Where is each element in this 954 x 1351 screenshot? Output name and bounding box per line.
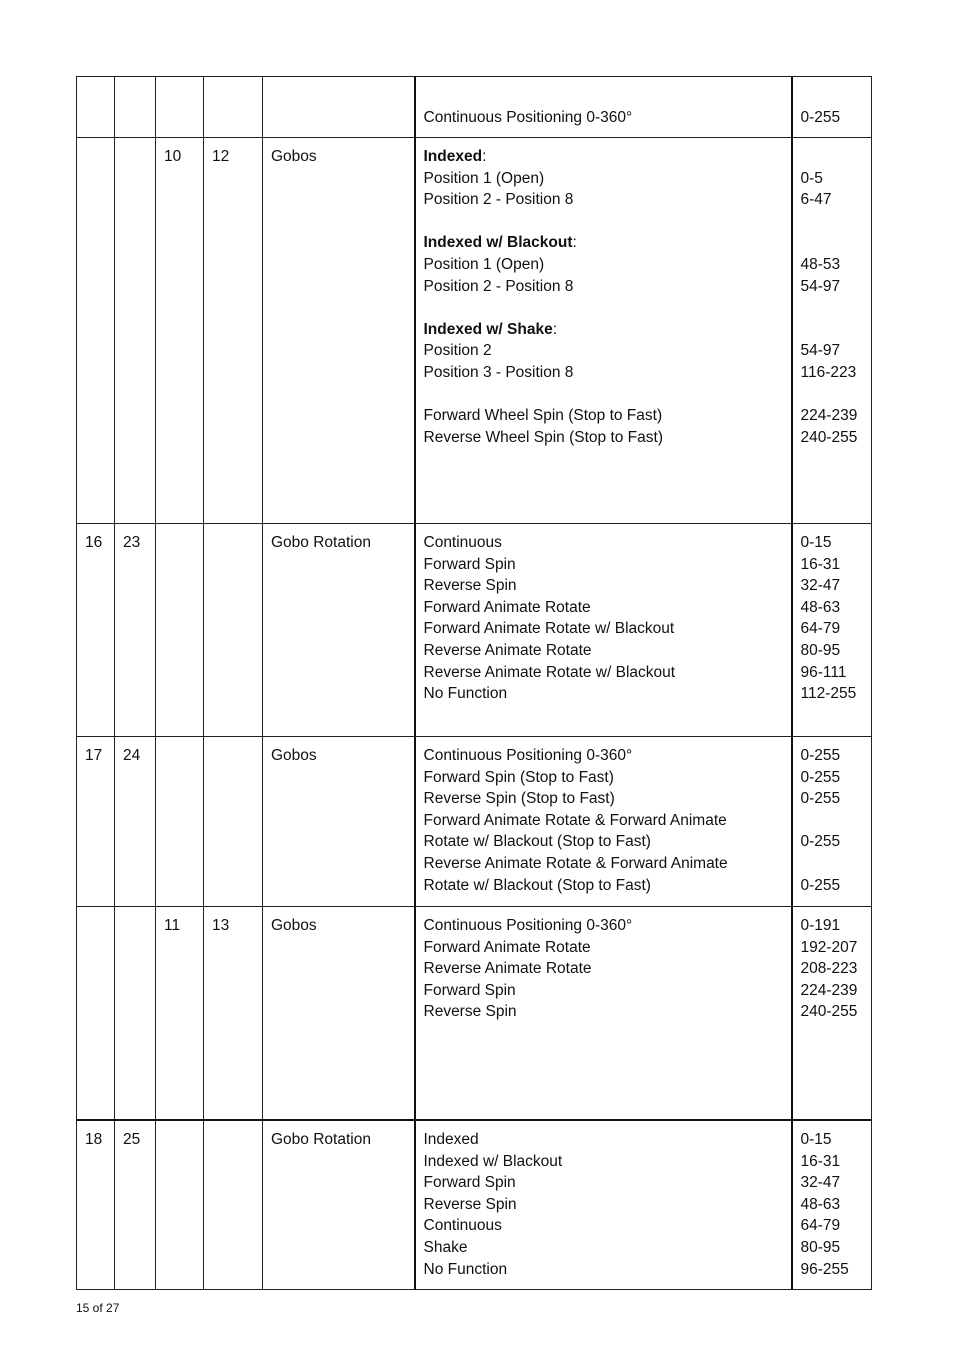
description-cell — [415, 1120, 792, 1290]
value-range: 0-191 — [800, 917, 841, 934]
value-range: 0-255 — [800, 747, 841, 764]
description-line: Rotate w/ Blackout (Stop to Fast) — [423, 876, 651, 894]
channel-cell-c2 — [115, 907, 156, 1121]
description-cell — [415, 524, 792, 737]
description-line: Continuous — [423, 1217, 502, 1235]
value-range: 240-255 — [800, 428, 858, 446]
description-line: Rotate w/ Blackout (Stop to Fast) — [423, 833, 651, 851]
table-row — [77, 524, 872, 737]
channel-cell-c1: 18 — [77, 1120, 115, 1290]
value-range: 0-5 — [800, 169, 823, 187]
description-line: Forward Spin — [423, 555, 516, 573]
group-heading: Indexed w/ Blackout: — [423, 234, 577, 252]
description-line: Forward Spin — [423, 981, 516, 999]
description-line: Position 2 - Position 8 — [423, 191, 574, 209]
value-range: 54-97 — [800, 342, 841, 360]
channel-cell-c1 — [77, 138, 115, 524]
channel-cell-c4 — [204, 737, 263, 907]
description-line: Forward Animate Rotate — [423, 598, 591, 616]
value-range: 32-47 — [800, 577, 841, 595]
channel-cell-c4 — [204, 524, 263, 737]
value-range: 224-239 — [800, 981, 858, 999]
channel-cell-c1 — [77, 907, 115, 1121]
description-line: No Function — [423, 1260, 508, 1278]
function-cell: Gobo Rotation — [263, 1120, 415, 1290]
table-row — [77, 1120, 872, 1290]
value-range: 16-31 — [800, 555, 841, 573]
description-line: Forward Animate Rotate w/ Blackout — [423, 620, 675, 638]
channel-cell-c4 — [204, 1120, 263, 1290]
value-range: 0-255 — [800, 833, 841, 851]
value-range: 0-255 — [800, 790, 841, 808]
description-cell — [415, 138, 792, 524]
description-line: Continuous Positioning 0-360° — [423, 917, 633, 934]
value-range: 6-47 — [800, 191, 832, 209]
value-range: 208-223 — [800, 960, 858, 978]
description-line: Reverse Spin — [423, 577, 517, 595]
value-range: 112-255 — [800, 685, 857, 703]
value-range: 0-15 — [800, 1131, 832, 1148]
channel-cell-c3 — [156, 524, 204, 737]
function-cell: Gobos — [263, 138, 415, 524]
description-line: Continuous Positioning 0-360° — [423, 747, 633, 764]
description-line: Position 2 - Position 8 — [423, 277, 574, 295]
table-row — [77, 77, 872, 138]
dmx-channel-table — [76, 76, 872, 1290]
description-line: Indexed w/ Blackout — [423, 1152, 563, 1170]
description-line: Forward Spin — [423, 1174, 516, 1192]
channel-cell-c1: 16 — [77, 524, 115, 737]
value-range: 0-255 — [800, 768, 841, 786]
table-row — [77, 138, 872, 524]
value-range: 64-79 — [800, 620, 841, 638]
description-line: Position 1 (Open) — [423, 255, 545, 273]
value-range: 80-95 — [800, 1238, 841, 1256]
value-range: 32-47 — [800, 1174, 841, 1192]
description-cell — [415, 77, 792, 138]
description-line: Position 3 - Position 8 — [423, 363, 574, 381]
channel-cell-c3: 10 — [156, 138, 204, 524]
channel-cell-c2: 24 — [115, 737, 156, 907]
channel-cell-c4: 13 — [204, 907, 263, 1121]
description-line: Position 1 (Open) — [423, 169, 545, 187]
function-cell: Gobos — [263, 737, 415, 907]
value-range: 48-53 — [800, 255, 841, 273]
value-range: 116-223 — [800, 363, 857, 381]
function-cell — [263, 77, 415, 138]
description-cell — [415, 737, 792, 907]
description-line: No Function — [423, 685, 508, 703]
channel-cell-c3: 11 — [156, 907, 204, 1121]
value-range: 16-31 — [800, 1152, 841, 1170]
value-range-cell — [792, 1120, 872, 1290]
channel-cell-c1: 17 — [77, 737, 115, 907]
value-range: 0-255 — [800, 876, 841, 894]
value-range: 64-79 — [800, 1217, 841, 1235]
value-range-cell — [792, 907, 872, 1121]
description-line: Reverse Animate Rotate w/ Blackout — [423, 663, 676, 681]
channel-cell-c1 — [77, 77, 115, 138]
description-line: Reverse Spin — [423, 1003, 517, 1021]
value-range: 192-207 — [800, 938, 858, 956]
description-cell — [415, 907, 792, 1121]
channel-cell-c2: 25 — [115, 1120, 156, 1290]
description-line: Reverse Spin — [423, 1195, 517, 1213]
value-range: 80-95 — [800, 641, 841, 659]
description-line: Continuous — [423, 534, 502, 551]
value-range: 48-63 — [800, 598, 841, 616]
channel-cell-c3 — [156, 1120, 204, 1290]
value-range: 0-255 — [800, 108, 841, 126]
value-range-cell — [792, 524, 872, 737]
channel-cell-c2 — [115, 138, 156, 524]
function-cell: Gobos — [263, 907, 415, 1121]
group-heading: Indexed: — [423, 148, 487, 165]
page-number: 15 of 27 — [76, 1301, 120, 1315]
value-range-cell — [792, 737, 872, 907]
function-cell: Gobo Rotation — [263, 524, 415, 737]
description-line: Position 2 — [423, 342, 492, 360]
channel-cell-c2: 23 — [115, 524, 156, 737]
group-heading: Indexed w/ Shake: — [423, 320, 558, 338]
description-line: Indexed — [423, 1131, 479, 1148]
channel-cell-c4 — [204, 77, 263, 138]
description-line: Forward Animate Rotate & Forward Animate — [423, 811, 727, 829]
table-row — [77, 737, 872, 907]
channel-cell-c2 — [115, 77, 156, 138]
description-line: Reverse Animate Rotate — [423, 960, 592, 978]
description-line: Continuous Positioning 0-360° — [423, 108, 633, 126]
description-line: Reverse Wheel Spin (Stop to Fast) — [423, 428, 663, 446]
channel-cell-c4: 12 — [204, 138, 263, 524]
description-line: Reverse Animate Rotate & Forward Animate — [423, 854, 728, 872]
value-range: 96-255 — [800, 1260, 849, 1278]
description-line: Reverse Spin (Stop to Fast) — [423, 790, 615, 808]
value-range: 54-97 — [800, 277, 841, 295]
value-range: 224-239 — [800, 407, 858, 425]
value-range: 0-15 — [800, 534, 832, 551]
channel-cell-c3 — [156, 77, 204, 138]
description-line: Reverse Animate Rotate — [423, 641, 592, 659]
value-range-cell — [792, 138, 872, 524]
value-range: 48-63 — [800, 1195, 841, 1213]
channel-cell-c3 — [156, 737, 204, 907]
description-line: Forward Animate Rotate — [423, 938, 591, 956]
value-range: 96-111 — [800, 663, 847, 681]
value-range: 240-255 — [800, 1003, 858, 1021]
value-range-cell — [792, 77, 872, 138]
description-line: Forward Spin (Stop to Fast) — [423, 768, 614, 786]
description-line: Shake — [423, 1238, 468, 1256]
description-line: Forward Wheel Spin (Stop to Fast) — [423, 407, 663, 425]
table-row — [77, 907, 872, 1121]
